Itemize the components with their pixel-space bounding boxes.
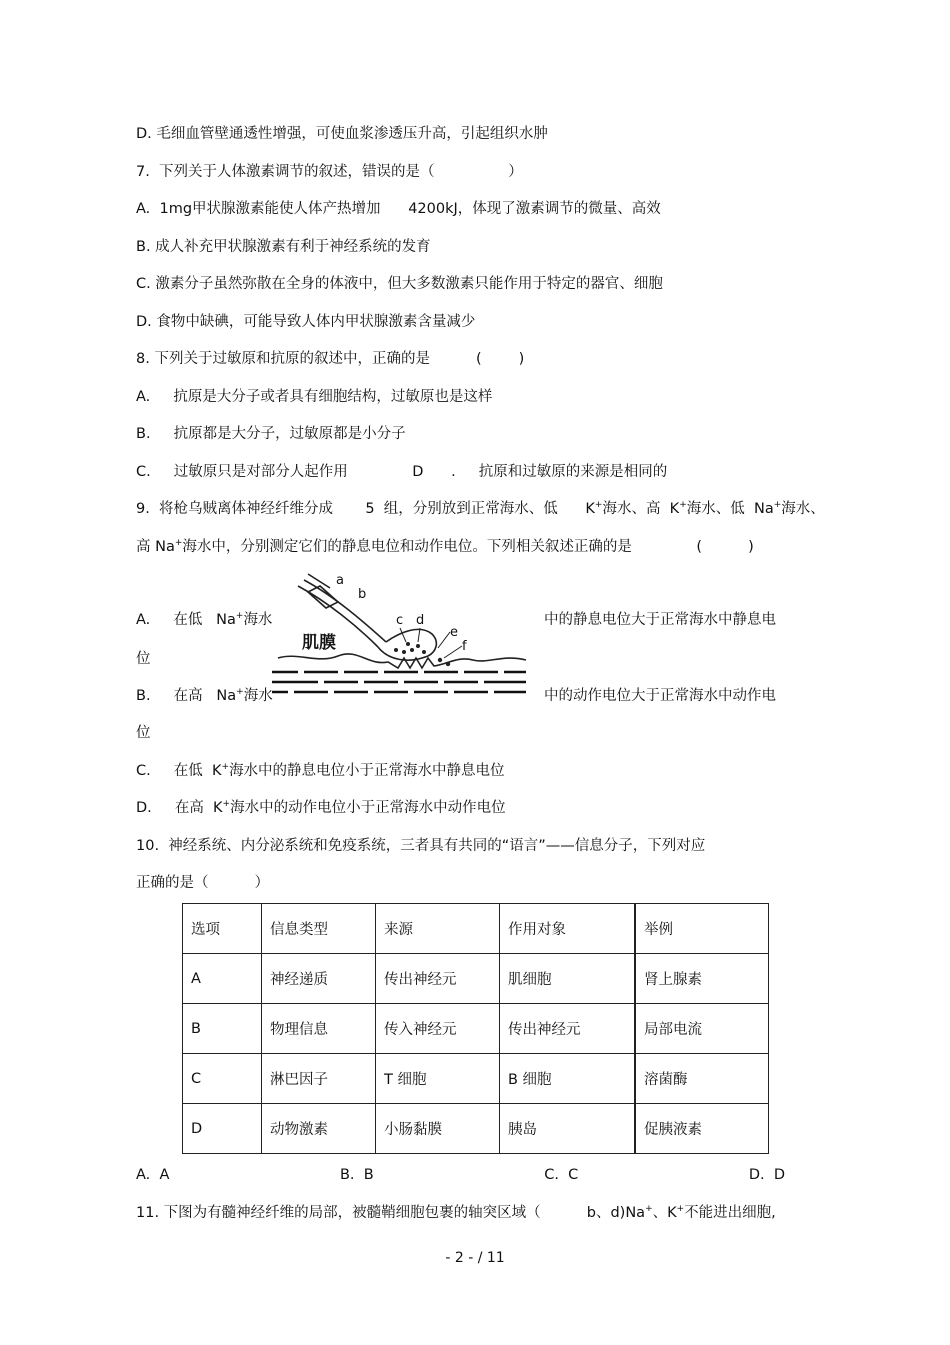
- q9-option-a: A. 在低 Na+海水: [136, 611, 273, 628]
- q6-option-d: D. 毛细血管壁通透性增强，可使血浆渗透压升高，引起组织水肿: [136, 126, 548, 142]
- q9-option-a-wrap: 位: [136, 651, 151, 667]
- table-cell: B 细胞: [500, 1054, 636, 1104]
- table-cell: 传入神经元: [376, 1004, 500, 1054]
- table-cell: 肌细胞: [500, 954, 636, 1004]
- q9-option-d: D. 在高 K+海水中的动作电位小于正常海水中动作电位: [136, 799, 506, 816]
- membrane-label: 肌膜: [302, 633, 336, 653]
- label-a: a: [336, 573, 344, 588]
- question-8: 8. 下列关于过敏原和抗原的叙述中，正确的是 ( ): [136, 351, 525, 367]
- table-cell: 小肠黏膜: [376, 1104, 500, 1154]
- options-table: [182, 903, 769, 1154]
- q7-option-b: B. 成人补充甲状腺激素有利于神经系统的发育: [136, 239, 431, 255]
- page-number: - 2 - / 11: [445, 1250, 505, 1266]
- question-10: 10. 神经系统、内分泌系统和免疫系统，三者具有共同的“语言”——信息分子，下列对应: [136, 838, 706, 854]
- q9-option-b: B. 在高 Na+海水: [136, 687, 273, 704]
- table-cell: D: [183, 1104, 262, 1154]
- table-cell: 神经递质: [262, 954, 376, 1004]
- table-header: 作用对象: [500, 904, 636, 954]
- table-cell: C: [183, 1054, 262, 1104]
- question-11: 11. 下图为有髓神经纤维的局部，被髓鞘细胞包裹的轴突区域（ b、d)Na+、K+不能进出细胞,: [136, 1204, 776, 1221]
- q7-option-d: D. 食物中缺碘，可能导致人体内甲状腺激素含量减少: [136, 314, 476, 330]
- table-header: 举例: [635, 904, 769, 954]
- table-cell: 溶菌酶: [635, 1054, 769, 1104]
- question-10-cont: 正确的是（ ）: [136, 875, 270, 891]
- q9-option-b-right: 中的动作电位大于正常海水中动作电: [544, 688, 776, 704]
- table-cell: 物理信息: [262, 1004, 376, 1054]
- table-header-row: [183, 904, 769, 954]
- question-9-cont: 高 Na+海水中，分别测定它们的静息电位和动作电位。下列相关叙述正确的是 ( ): [136, 538, 754, 555]
- table-cell: B: [183, 1004, 262, 1054]
- table-cell: 胰岛: [500, 1104, 636, 1154]
- q9-option-b-wrap: 位: [136, 725, 151, 741]
- label-e: e: [450, 625, 458, 640]
- table-cell: T 细胞: [376, 1054, 500, 1104]
- table-cell: A: [183, 954, 262, 1004]
- label-c: c: [396, 613, 404, 628]
- q10-options: A. A B. B C. C D. D: [136, 1167, 785, 1183]
- label-f: f: [462, 639, 467, 654]
- q7-option-c: C. 激素分子虽然弥散在全身的体液中，但大多数激素只能作用于特定的器官、细胞: [136, 276, 663, 292]
- neuromuscular-junction-figure: [268, 572, 530, 700]
- table-cell: 动物激素: [262, 1104, 376, 1154]
- table-cell: 传出神经元: [500, 1004, 636, 1054]
- table-row: [183, 954, 769, 1004]
- table-header: 选项: [183, 904, 262, 954]
- label-b: b: [358, 587, 367, 602]
- table-cell: 淋巴因子: [262, 1054, 376, 1104]
- table-cell: 局部电流: [635, 1004, 769, 1054]
- table-cell: 促胰液素: [635, 1104, 769, 1154]
- question-9: 9. 将枪乌贼离体神经纤维分成 5 组，分别放到正常海水、低 K+海水、高 K+海水、低 Na+海水、: [136, 500, 825, 517]
- q8-option-b: B. 抗原都是大分子，过敏原都是小分子: [136, 426, 406, 442]
- q9-option-a-right: 中的静息电位大于正常海水中静息电: [544, 612, 776, 628]
- q9-option-c: C. 在低 K+海水中的静息电位小于正常海水中静息电位: [136, 762, 505, 779]
- table-header: 来源: [376, 904, 500, 954]
- table-cell: 肾上腺素: [635, 954, 769, 1004]
- label-d: d: [416, 613, 425, 628]
- table-header: 信息类型: [262, 904, 376, 954]
- table-row: [183, 1004, 769, 1054]
- q8-option-cd: C. 过敏原只是对部分人起作用 D . 抗原和过敏原的来源是相同的: [136, 464, 668, 480]
- q7-option-a: A. 1mg甲状腺激素能使人体产热增加 4200kJ，体现了激素调节的微量、高效: [136, 201, 661, 217]
- table-row: [183, 1054, 769, 1104]
- table-cell: 传出神经元: [376, 954, 500, 1004]
- q8-option-a: A. 抗原是大分子或者具有细胞结构，过敏原也是这样: [136, 389, 493, 405]
- table-row: [183, 1104, 769, 1154]
- question-7: 7. 下列关于人体激素调节的叙述，错误的是（ ）: [136, 164, 523, 180]
